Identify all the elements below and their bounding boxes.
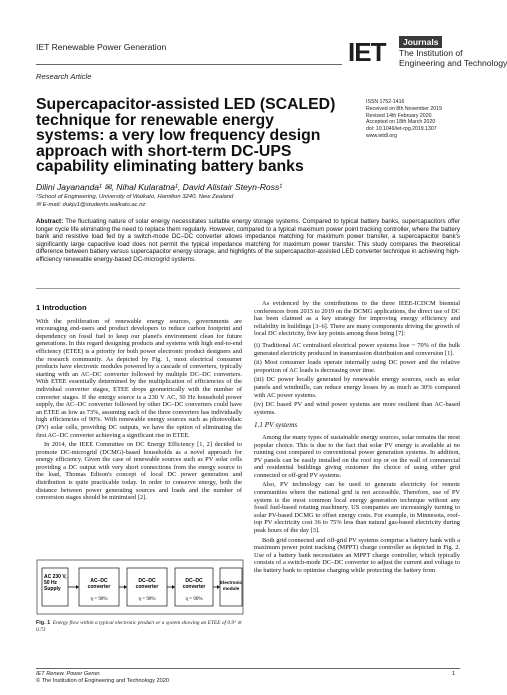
article-metadata <box>366 99 486 140</box>
footer-copyright: © The Institution of Engineering and Technology 2020 <box>36 678 169 684</box>
logo-institution <box>399 48 507 68</box>
list-item: (iii) DC power locally generated by renewable energy sources, such as solar panels and windmills, can reduce energy losses by as much as 30% compared with AC power systems. <box>254 376 460 399</box>
affiliation: ¹School of Engineering, University of Waikato, Hamilton 3240, New Zealand <box>36 194 234 200</box>
paragraph: Also, PV technology can be used to generate electricity for remote communities where the national grid is not accessible. Therefore, use of PV system is the most common local energy generation technique without any fossil fuel-based rotating machinery. US companies are increasingly turning to solar PV-based DCMG to offset energy costs. For example, in Minnesota, roof-top PV electricity cost 36 to 75% less than natural gas-based electricity during peak hours of the day [3]. <box>254 481 460 535</box>
doi: doi: 10.1049/iet-rpg.2019.1307 <box>366 126 437 133</box>
subsection-heading: 1.1 PV systems <box>254 421 298 430</box>
site-link[interactable]: www.ietdl.org <box>366 132 397 139</box>
key-points-list <box>254 342 460 416</box>
conv2-label: DC–DC converter <box>135 578 159 590</box>
conv1-eta: η = 90% <box>90 597 108 602</box>
conv3-label: DC–DC converter <box>182 578 206 590</box>
revised-date: Revised 14th February 2020 <box>366 112 432 119</box>
issn: ISSN 1752-1416 <box>366 99 405 105</box>
paragraph: Among the many types of sustainable energy sources, solar remains the most popular choice. This is due to the fact that solar PV energy is available at no running cost compared to conventional power generation systems. In addition, PV panels can be easily installed on the roof top or on the wall of commercial and residential buildings giving customer the choice of using either grid connected or off-grid PV systems. <box>254 433 460 479</box>
header-rule <box>36 64 342 65</box>
paragraph: With the proliferation of renewable energy sources, governments are encouraging end-users and product developers to reduce carbon footprint and dependency on fossil fuel to keep our planet's environment clean for future generations. In this regard designing products and systems with high end-to-end efficiency (ETEE) is a priority for both power electronic product designers and the research community. As depicted by Fig. 1, most electrical consumer products have electronic modules powered by a cascade of converters, typically starting with an AC–DC converter followed by multiple DC–DC converters. With ETEE essentially determined by the multiplication of efficiencies of the individual converter stages, ETEE drops geometrically with the number of converter stages. If the energy source is a 230 V AC, 50 Hz household power supply, the AC–DC converter followed by other DC–DC converters could have an ETEE as low as 73%, assuming each of the three converters has individually high efficiencies of 90%. With renewable energy sources such as photovoltaic (PV) solar cells, providing DC outputs, we have the option of eliminating the first AC–DC converter achieving a significant rise in ETEE. <box>36 317 242 439</box>
abstract-label: Abstract: <box>36 218 64 225</box>
list-item: (ii) Most consumer loads operate internally using DC power and the relative proportion of AC loads is decreasing over time. <box>254 359 460 374</box>
figure-caption <box>36 620 242 633</box>
paragraph: As evidenced by the contributions to the three IEEE-ICDCM biennial conferences from 2015 to 2019 on the DCMG applications, the direct use of DC has been claimed as a key strategy for improving energy efficiency and reliability in buildings [3–6]. There are many components driving the growth of local DC electricity, five key points among these being [7]: <box>254 300 460 338</box>
affiliation-block <box>36 193 233 209</box>
conv3-eta: η = 90% <box>185 597 203 602</box>
list-item: (iv) DC based PV and wind power systems are more resilient than AC-based systems. <box>254 401 460 416</box>
conv2-eta: η = 90% <box>138 597 156 602</box>
conv1-label: AC–DC converter <box>87 578 111 590</box>
figure-1-diagram <box>36 556 246 616</box>
email[interactable]: ✉ E-mail: dukju1@students.waikato.ac.nz <box>36 202 146 208</box>
article-title: Supercapacitor-assisted LED (SCALED) technique for renewable energy systems: a very low frequency design approach with short-term DC-UPS capability eliminating battery banks <box>36 96 336 176</box>
footer-left <box>36 671 169 685</box>
page-number: 1 <box>452 671 456 677</box>
iet-journals-logo <box>348 34 507 74</box>
logo-inst-line1: The Institution of <box>399 48 463 58</box>
received-date: Received on 8th November 2019 <box>366 105 442 112</box>
journal-name: IET Renewable Power Generation <box>36 42 167 52</box>
logo-inst-line2: Engineering and Technology <box>399 58 507 68</box>
logo-badge: Journals <box>399 36 442 48</box>
footer-rule <box>36 668 460 669</box>
accepted-date: Accepted on 18th March 2020 <box>366 119 436 126</box>
caption-label: Fig. 1 <box>36 620 51 626</box>
list-item: (i) Traditional AC centralised electrical power systems lose ~ 70% of the bulk generated electricity produced in transmission distribution and conversion [1]. <box>254 341 460 357</box>
logo-mark: IET <box>348 37 386 67</box>
footer-journal: IET Renew. Power Gener. <box>36 671 101 677</box>
source-label: AC 230 V, 50 Hz Supply <box>44 574 67 592</box>
abstract-rule <box>36 288 460 289</box>
right-column <box>254 300 460 577</box>
arrow-head <box>76 585 79 589</box>
load-label: Electronic module <box>219 580 243 591</box>
caption-text: Energy flow within a typical electronic product or a system showing an ETEE of 0.9³ ≅ 0.73 <box>36 620 242 633</box>
left-column <box>36 296 242 504</box>
abstract <box>36 218 460 264</box>
abstract-text: The fluctuating nature of solar energy necessitates suitable energy storage systems. Compared to typical battery banks, supercapacitors offer longer cycle life eliminating the need to replace them regularly. However, compared to a typical maximum power point tracking controller, where the battery bank and resistive load fed by a switch-mode DC–DC converter allows impedance matching for maximum power transfer, a supercapacitor bank's significantly large capacitive load does not permit the typical impedance matching for maximum power transfer. This study compares the theoretical difference between battery versus supercapacitor energy storage, and highlights of the supercapacitor-assisted LED converter technique in achieving high-efficiency renewable energy-based DC-microgrid systems. <box>36 218 461 263</box>
article-type: Research Article <box>36 72 92 81</box>
authors: Dilini Jayananda¹ ✉, Nihal Kularatna¹, David Alistair Steyn-Ross¹ <box>36 182 283 192</box>
section-heading: 1 Introduction <box>36 303 87 312</box>
paragraph: In 2014, the IEEE Committee on DC Energy Efficiency [1, 2] decided to promote DC-microgrid (DCMG)-based households as a novel approach for energy efficiency. Given the case of renewable sources such as PV solar cells providing a DC output with very short connections from the energy source to the load, Thomas Edison's concept of local DC power generation and distribution is quite practicable today. In order to conserve energy, both the distance between power generating sources and loads and the number of conversion stages should be minimised [2]. <box>36 441 242 502</box>
paragraph: Both grid connected and off-grid PV systems comprise a battery bank with a maximum power point tracking (MPPT) charge controller as depicted in Fig. 2. Use of a battery bank necessitates an MPPT charge controller, which typically consists of a switch-mode DC–DC converter to adjust the current and voltage to the battery bank to optimise charging while protecting the battery from <box>254 536 460 574</box>
